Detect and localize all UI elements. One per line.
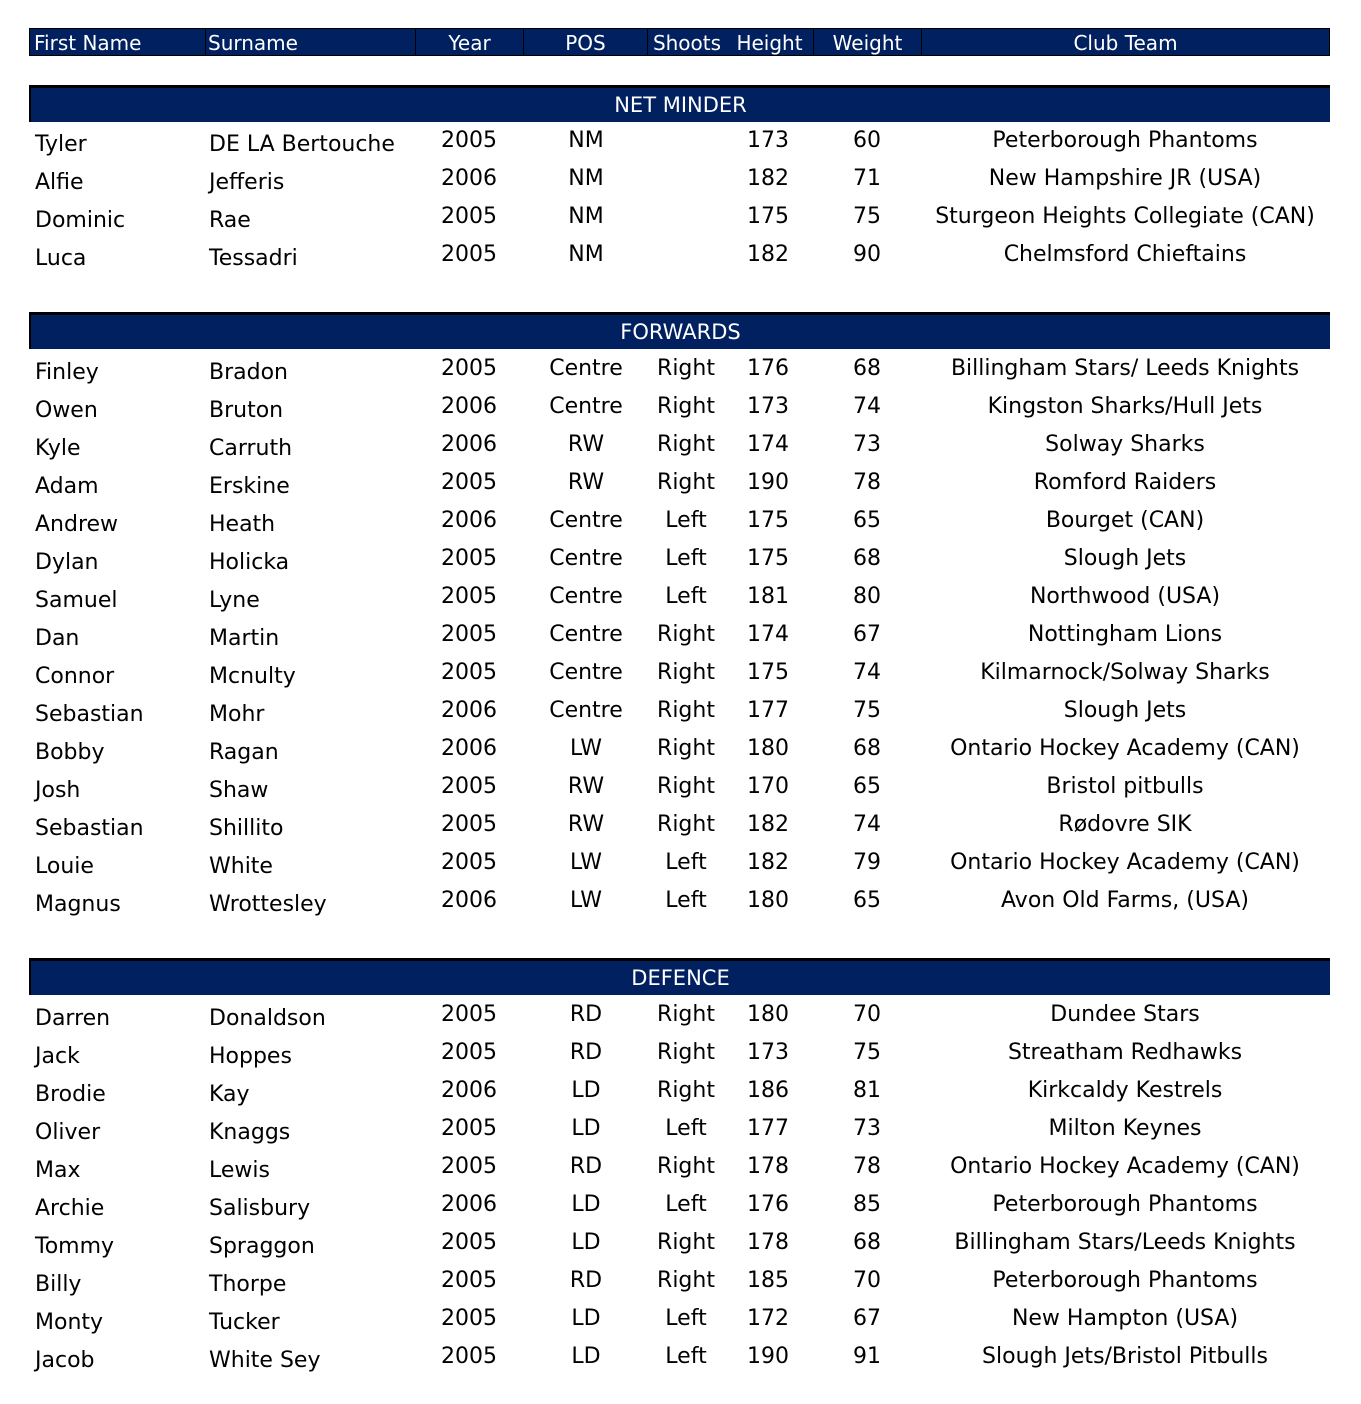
cell-height: 186 (747, 1078, 789, 1103)
cell-shoots: Left (665, 1344, 707, 1369)
cell-weight: 75 (853, 698, 881, 723)
cell-shoots: Right (657, 1154, 715, 1179)
cell-year: 2005 (441, 584, 497, 609)
cell-surname: Shaw (209, 778, 269, 803)
cell-year: 2005 (441, 1344, 497, 1369)
cell-position: LD (571, 1306, 601, 1331)
header-surname[interactable]: Surname (206, 29, 416, 55)
table-row (0, 1154, 1361, 1192)
header-pos[interactable]: POS (524, 29, 648, 55)
cell-first-name: Dominic (35, 208, 126, 233)
cell-surname: Mohr (209, 702, 265, 727)
cell-year: 2006 (441, 1078, 497, 1103)
cell-year: 2005 (441, 356, 497, 381)
cell-first-name: Dan (35, 626, 80, 651)
cell-shoots: Right (657, 394, 715, 419)
section-header-net-minder: NET MINDER (29, 85, 1330, 122)
cell-first-name: Sebastian (35, 702, 144, 727)
cell-weight: 60 (853, 128, 881, 153)
cell-club-team: New Hampton (USA) (1011, 1306, 1239, 1331)
cell-year: 2005 (441, 774, 497, 799)
cell-first-name: Sebastian (35, 816, 144, 841)
cell-shoots: Left (665, 1192, 707, 1217)
cell-first-name: Oliver (35, 1120, 101, 1145)
cell-first-name: Billy (35, 1272, 82, 1297)
table-row (0, 128, 1361, 166)
cell-year: 2005 (441, 128, 497, 153)
cell-shoots: Left (665, 888, 707, 913)
cell-club-team: Northwood (USA) (1029, 584, 1221, 609)
table-row (0, 166, 1361, 204)
cell-position: LD (571, 1116, 601, 1141)
cell-club-team: Ontario Hockey Academy (CAN) (950, 736, 1300, 761)
cell-year: 2006 (441, 508, 497, 533)
cell-position: Centre (549, 394, 623, 419)
cell-shoots: Right (657, 1230, 715, 1255)
cell-club-team: Kingston Sharks/Hull Jets (987, 394, 1263, 419)
cell-first-name: Finley (35, 360, 99, 385)
cell-position: RW (567, 432, 605, 457)
cell-first-name: Josh (35, 778, 81, 803)
cell-position: RW (567, 812, 605, 837)
cell-shoots: Right (657, 698, 715, 723)
cell-weight: 70 (853, 1002, 881, 1027)
cell-weight: 74 (853, 394, 881, 419)
cell-height: 175 (747, 204, 789, 229)
table-row (0, 888, 1361, 926)
cell-weight: 81 (853, 1078, 881, 1103)
cell-weight: 74 (853, 660, 881, 685)
cell-height: 180 (747, 1002, 789, 1027)
cell-club-team: Bristol pitbulls (1046, 774, 1204, 799)
cell-first-name: Archie (35, 1196, 105, 1221)
cell-club-team: Peterborough Phantoms (992, 128, 1258, 153)
cell-shoots: Right (657, 1040, 715, 1065)
cell-weight: 80 (853, 584, 881, 609)
cell-height: 178 (747, 1154, 789, 1179)
cell-surname: Bradon (209, 360, 288, 385)
cell-position: RW (567, 774, 605, 799)
cell-club-team: Slough Jets/Bristol Pitbulls (982, 1344, 1268, 1369)
cell-weight: 79 (853, 850, 881, 875)
cell-year: 2005 (441, 1268, 497, 1293)
cell-year: 2006 (441, 736, 497, 761)
cell-position: LW (570, 850, 602, 875)
cell-weight: 91 (853, 1344, 881, 1369)
cell-year: 2005 (441, 546, 497, 571)
cell-first-name: Darren (35, 1006, 111, 1031)
cell-club-team: Bourget (CAN) (1045, 508, 1205, 533)
cell-year: 2005 (441, 242, 497, 267)
cell-club-team: Sturgeon Heights Collegiate (CAN) (935, 204, 1315, 229)
cell-height: 181 (747, 584, 789, 609)
cell-height: 190 (747, 470, 789, 495)
cell-shoots: Right (657, 660, 715, 685)
cell-weight: 67 (853, 1306, 881, 1331)
cell-club-team: Billingham Stars/ Leeds Knights (950, 356, 1300, 381)
cell-weight: 75 (853, 204, 881, 229)
cell-year: 2005 (441, 1154, 497, 1179)
cell-surname: Martin (209, 626, 280, 651)
table-row (0, 1306, 1361, 1344)
cell-surname: Mcnulty (209, 664, 296, 689)
cell-weight: 71 (853, 166, 881, 191)
cell-first-name: Luca (35, 246, 87, 271)
cell-position: RD (569, 1154, 603, 1179)
cell-shoots: Right (657, 812, 715, 837)
cell-club-team: Ontario Hockey Academy (CAN) (950, 850, 1300, 875)
cell-shoots: Left (665, 1306, 707, 1331)
cell-position: Centre (549, 356, 623, 381)
cell-weight: 78 (853, 1154, 881, 1179)
cell-weight: 67 (853, 622, 881, 647)
cell-position: LD (571, 1344, 601, 1369)
cell-height: 173 (747, 394, 789, 419)
cell-first-name: Jacob (35, 1348, 95, 1373)
cell-first-name: Bobby (35, 740, 105, 765)
table-row (0, 1268, 1361, 1306)
cell-first-name: Monty (35, 1310, 104, 1335)
cell-first-name: Adam (35, 474, 99, 499)
cell-year: 2005 (441, 1116, 497, 1141)
cell-height: 190 (747, 1344, 789, 1369)
cell-first-name: Brodie (35, 1082, 106, 1107)
column-header-row (29, 28, 1330, 56)
cell-position: RW (567, 470, 605, 495)
cell-weight: 74 (853, 812, 881, 837)
cell-position: RD (569, 1002, 603, 1027)
cell-shoots: Left (665, 546, 707, 571)
cell-height: 175 (747, 660, 789, 685)
cell-club-team: Chelmsford Chieftains (1003, 242, 1247, 267)
cell-year: 2005 (441, 850, 497, 875)
cell-club-team: New Hampshire JR (USA) (988, 166, 1262, 191)
cell-shoots: Left (665, 508, 707, 533)
cell-surname: White (209, 854, 273, 879)
cell-club-team: Streatham Redhawks (1007, 1040, 1243, 1065)
table-row (0, 432, 1361, 470)
cell-year: 2005 (441, 812, 497, 837)
cell-weight: 85 (853, 1192, 881, 1217)
cell-position: NM (568, 128, 604, 153)
cell-first-name: Andrew (35, 512, 119, 537)
cell-weight: 65 (853, 774, 881, 799)
cell-shoots: Right (657, 470, 715, 495)
cell-height: 175 (747, 508, 789, 533)
table-row (0, 1344, 1361, 1382)
cell-year: 2006 (441, 432, 497, 457)
cell-position: Centre (549, 508, 623, 533)
cell-first-name: Tommy (35, 1234, 115, 1259)
cell-club-team: Nottingham Lions (1027, 622, 1223, 647)
table-row (0, 356, 1361, 394)
header-weight[interactable]: Weight (814, 29, 922, 55)
cell-first-name: Magnus (35, 892, 121, 917)
cell-club-team: Peterborough Phantoms (992, 1268, 1258, 1293)
cell-first-name: Tyler (35, 132, 87, 157)
cell-year: 2005 (441, 1040, 497, 1065)
cell-first-name: Owen (35, 398, 98, 423)
cell-club-team: Solway Sharks (1045, 432, 1205, 457)
cell-height: 182 (747, 242, 789, 267)
cell-first-name: Alfie (35, 170, 84, 195)
cell-position: Centre (549, 546, 623, 571)
cell-weight: 90 (853, 242, 881, 267)
cell-height: 185 (747, 1268, 789, 1293)
cell-first-name: Max (35, 1158, 81, 1183)
cell-club-team: Slough Jets (1063, 546, 1187, 571)
cell-height: 174 (747, 622, 789, 647)
cell-height: 178 (747, 1230, 789, 1255)
cell-surname: Donaldson (209, 1006, 326, 1031)
cell-height: 173 (747, 128, 789, 153)
table-row (0, 1002, 1361, 1040)
cell-position: Centre (549, 584, 623, 609)
cell-surname: Lyne (209, 588, 260, 613)
cell-weight: 68 (853, 356, 881, 381)
header-year[interactable]: Year (416, 29, 524, 55)
header-first-name[interactable]: First Name (30, 29, 206, 55)
cell-shoots: Left (665, 584, 707, 609)
cell-height: 180 (747, 736, 789, 761)
cell-shoots: Right (657, 774, 715, 799)
header-height[interactable]: Height (726, 29, 814, 55)
cell-position: Centre (549, 660, 623, 685)
cell-weight: 65 (853, 888, 881, 913)
cell-surname: Knaggs (209, 1120, 291, 1145)
cell-surname: Holicka (209, 550, 290, 575)
table-row (0, 698, 1361, 736)
table-row (0, 394, 1361, 432)
cell-shoots: Right (657, 1268, 715, 1293)
table-row (0, 774, 1361, 812)
cell-year: 2006 (441, 394, 497, 419)
cell-surname: White Sey (209, 1348, 321, 1373)
table-row (0, 1192, 1361, 1230)
cell-club-team: Kilmarnock/Solway Sharks (980, 660, 1270, 685)
cell-shoots: Right (657, 1002, 715, 1027)
cell-weight: 73 (853, 432, 881, 457)
cell-surname: Jefferis (209, 170, 285, 195)
table-row (0, 546, 1361, 584)
cell-position: LD (571, 1078, 601, 1103)
cell-year: 2005 (441, 660, 497, 685)
cell-position: LD (571, 1192, 601, 1217)
table-row (0, 242, 1361, 280)
cell-weight: 68 (853, 736, 881, 761)
cell-first-name: Jack (35, 1044, 80, 1069)
cell-position: NM (568, 166, 604, 191)
cell-year: 2005 (441, 1306, 497, 1331)
cell-position: RD (569, 1268, 603, 1293)
cell-first-name: Louie (35, 854, 94, 879)
cell-surname: Salisbury (209, 1196, 311, 1221)
cell-shoots: Right (657, 356, 715, 381)
cell-surname: Wrottesley (209, 892, 327, 917)
table-row (0, 1116, 1361, 1154)
section-header-defence: DEFENCE (29, 958, 1330, 995)
cell-weight: 75 (853, 1040, 881, 1065)
cell-height: 173 (747, 1040, 789, 1065)
cell-surname: Bruton (209, 398, 284, 423)
cell-weight: 73 (853, 1116, 881, 1141)
cell-club-team: Milton Keynes (1048, 1116, 1202, 1141)
cell-height: 177 (747, 1116, 789, 1141)
cell-club-team: Avon Old Farms, (USA) (1001, 888, 1249, 913)
cell-height: 182 (747, 850, 789, 875)
cell-shoots: Right (657, 1078, 715, 1103)
cell-height: 176 (747, 1192, 789, 1217)
cell-surname: Tucker (209, 1310, 280, 1335)
cell-shoots: Right (657, 736, 715, 761)
cell-position: NM (568, 204, 604, 229)
cell-position: Centre (549, 622, 623, 647)
header-club-team[interactable]: Club Team (1073, 31, 1178, 55)
cell-club-team: Peterborough Phantoms (992, 1192, 1258, 1217)
cell-surname: Rae (209, 208, 251, 233)
cell-club-team: Ontario Hockey Academy (CAN) (950, 1154, 1300, 1179)
cell-shoots: Left (665, 850, 707, 875)
table-row (0, 1230, 1361, 1268)
cell-surname: Thorpe (209, 1272, 287, 1297)
cell-height: 176 (747, 356, 789, 381)
table-row (0, 660, 1361, 698)
table-row (0, 470, 1361, 508)
cell-weight: 68 (853, 1230, 881, 1255)
cell-club-team: Billingham Stars/Leeds Knights (954, 1230, 1296, 1255)
table-row (0, 1040, 1361, 1078)
cell-height: 172 (747, 1306, 789, 1331)
cell-height: 182 (747, 812, 789, 837)
cell-position: Centre (549, 698, 623, 723)
cell-shoots: Right (657, 622, 715, 647)
table-row (0, 622, 1361, 660)
cell-surname: Kay (209, 1082, 250, 1107)
cell-club-team: Romford Raiders (1033, 470, 1217, 495)
cell-year: 2006 (441, 698, 497, 723)
cell-surname: Shillito (209, 816, 284, 841)
cell-surname: Spraggon (209, 1234, 315, 1259)
cell-club-team: Dundee Stars (1050, 1002, 1200, 1027)
cell-height: 182 (747, 166, 789, 191)
cell-surname: Carruth (209, 436, 293, 461)
cell-surname: Lewis (209, 1158, 270, 1183)
header-shoots[interactable]: Shoots (652, 31, 722, 55)
cell-year: 2005 (441, 1002, 497, 1027)
cell-position: LD (571, 1230, 601, 1255)
cell-weight: 70 (853, 1268, 881, 1293)
cell-year: 2005 (441, 622, 497, 647)
cell-club-team: Rødovre SIK (1058, 812, 1192, 837)
cell-height: 174 (747, 432, 789, 457)
cell-surname: DE LA Bertouche (209, 132, 395, 157)
cell-club-team: Slough Jets (1063, 698, 1187, 723)
cell-surname: Heath (209, 512, 276, 537)
table-row (0, 508, 1361, 546)
table-row (0, 204, 1361, 242)
cell-first-name: Samuel (35, 588, 118, 613)
cell-position: RD (569, 1040, 603, 1065)
cell-weight: 78 (853, 470, 881, 495)
cell-height: 170 (747, 774, 789, 799)
cell-year: 2005 (441, 204, 497, 229)
cell-year: 2006 (441, 166, 497, 191)
table-row (0, 736, 1361, 774)
cell-surname: Ragan (209, 740, 279, 765)
cell-position: LW (570, 736, 602, 761)
cell-first-name: Kyle (35, 436, 81, 461)
cell-weight: 68 (853, 546, 881, 571)
cell-year: 2005 (441, 470, 497, 495)
cell-year: 2006 (441, 888, 497, 913)
cell-surname: Hoppes (209, 1044, 292, 1069)
table-row (0, 584, 1361, 622)
cell-position: NM (568, 242, 604, 267)
cell-first-name: Dylan (35, 550, 99, 575)
section-header-forwards: FORWARDS (29, 312, 1330, 349)
cell-height: 180 (747, 888, 789, 913)
cell-position: LW (570, 888, 602, 913)
cell-surname: Tessadri (209, 246, 298, 271)
cell-shoots: Left (665, 1116, 707, 1141)
table-row (0, 1078, 1361, 1116)
cell-shoots: Right (657, 432, 715, 457)
cell-year: 2006 (441, 1192, 497, 1217)
cell-club-team: Kirkcaldy Kestrels (1027, 1078, 1223, 1103)
cell-height: 175 (747, 546, 789, 571)
cell-height: 177 (747, 698, 789, 723)
cell-surname: Erskine (209, 474, 290, 499)
cell-year: 2005 (441, 1230, 497, 1255)
cell-weight: 65 (853, 508, 881, 533)
cell-first-name: Connor (35, 664, 115, 689)
table-row (0, 812, 1361, 850)
table-row (0, 850, 1361, 888)
